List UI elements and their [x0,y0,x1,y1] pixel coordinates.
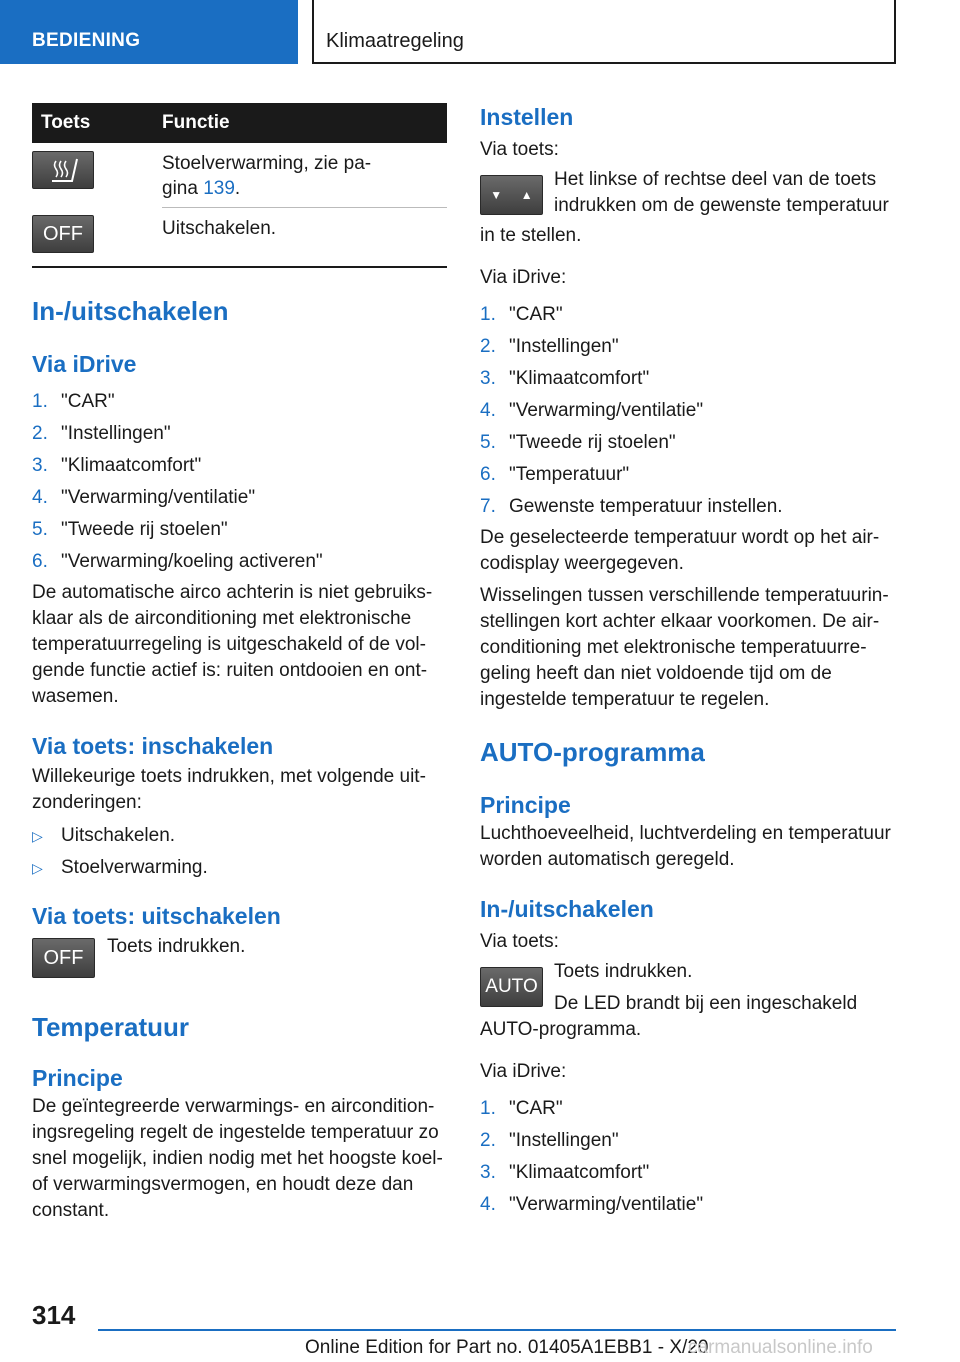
list-item: 1. "CAR" [480,1098,563,1119]
list-item: 1. "CAR" [32,391,115,412]
temperature-rocker-icon [480,175,543,215]
paragraph: Wisselingen tussen verschillende temperatuurin- stellingen kort achter elkaar voorkomen. De air- conditioning met elektronische temperatuurre- geling heeft dan niet voldoende tijd om de ingestelde temperatuur te regelen. [480,585,889,710]
subsection-heading: In-/uitschakelen [480,896,654,922]
section-heading: AUTO-programma [480,737,705,767]
section-tab [0,0,298,64]
table-header-functie: Functie [162,103,447,143]
table-cell-text: Uitschakelen. [162,207,447,267]
list-item: 2. "Instellingen" [480,336,619,357]
list-item: 5. "Tweede rij stoelen" [32,519,228,540]
paragraph: Luchthoeveelheid, luchtverdeling en temperatuur worden automatisch geregeld. [480,823,891,870]
off-button-icon: OFF [32,215,94,253]
table-row [32,207,447,267]
chapter-title: Klimaatregeling [326,30,464,52]
paragraph: Willekeurige toets indrukken, met volgende uit- zonderingen: [32,766,426,813]
subsection-heading: Via toets: uitschakelen [32,903,281,929]
paragraph: De geïntegreerde verwarmings- en aircondition- ingsregeling regelt de ingestelde temperatuur zo snel mogelijk, indien nodig met het hoogste koel- of verwarmingsvermogen, en houdt deze dan constant. [32,1096,443,1221]
paragraph: De automatische airco achterin is niet gebruiks- klaar als de airconditioning met elektronische temperatuurregeling is uitgeschakeld of de vol- gende functie actief is: ruiten ontdooien en ont- wasemen. [32,582,433,707]
list-item: 4. "Verwarming/ventilatie" [480,400,704,421]
arrow-up-icon: ▲ [520,188,533,202]
page-link[interactable]: 139 [203,178,235,199]
off-button-icon: OFF [32,938,95,978]
section-title: BEDIENING [32,30,141,51]
list-item: 4. "Verwarming/ventilatie" [32,487,256,508]
list-item: 2. "Instellingen" [480,1130,619,1151]
idrive-steps [480,1093,896,1221]
subsection-heading: Principe [480,792,571,818]
idrive-steps [32,386,447,578]
subsection-heading: Via iDrive [32,351,137,377]
function-table [32,103,447,268]
list-item: 2. "Instellingen" [32,423,171,444]
list-item: 4. "Verwarming/ventilatie" [480,1194,704,1215]
chapter-tab [312,0,896,64]
subsection-heading: Via toets: inschakelen [32,733,274,759]
list-item: 6. "Verwarming/koeling activeren" [32,551,323,572]
watermark: carmanualsonline.info [688,1337,873,1358]
list-item: 7. Gewenste temperatuur instellen. [480,496,783,517]
list-item: ▷ Uitschakelen. [32,825,176,846]
right-column: Instellen Via toets: ▼ ▲ Het linkse of rechtse deel van de toets indrukken om de gewenste temperatuur in te stellen. Via iDrive: 1. "CAR" 2. "Instellingen" 3. "Klimaatcomfort" 4. "Verwarming/ventilatie" 5. "Tweede rij stoelen" 6. "Temperatuur" 7. Gewenste temperatuur instellen. De geselecteerde temperatuur wordt op het air- codisplay weergegeven. Wisselingen tussen verschillende temperatuurin- stellingen kort achter elkaar voorkomen. De air- conditioning met elektronische temperatuurre- geling heeft dan niet voldoende tijd om de ingestelde temperatuur te regelen. AUTO-programma Principe Luchthoeveelheid, luchtverdeling en temperatuur worden automatisch geregeld. In-/uitschakelen Via toets: AUTO Toets indrukken. De LED brandt bij een ingeschakeld AUTO-programma. Via iDrive: 1. "CAR" 2. "Instellingen" 3. "Klimaatcomfort" 4. "Verwarming/ventilatie" [480,103,896,1221]
table-header-toets: Toets [32,103,162,143]
paragraph: De geselecteerde temperatuur wordt op het air- codisplay weergegeven. [480,527,880,574]
list-item: 6. "Temperatuur" [480,464,630,485]
section-heading: Temperatuur [32,1012,189,1042]
subsection-heading: Instellen [480,104,574,130]
page-number: 314 [32,1300,76,1330]
auto-button-icon: AUTO [480,967,543,1007]
section-heading: In-/uitschakelen [32,296,229,326]
list-item: 3. "Klimaatcomfort" [480,368,650,389]
subsection-heading: Principe [32,1065,123,1091]
exceptions-list [32,820,447,884]
left-column: Toets Functie Stoelverwarming, zie pa- gina 139. OFF Uitschakelen. In-/uitschakelen Via iDrive 1. "CAR" 2. "Instellingen" 3. "Klimaatcomfort" 4. "Verwarming/ventilatie" 5. "Tweede rij stoelen" 6. "Verwarming/koeling activeren" De automatische airco achterin is niet gebruiks- klaar als de airconditioning met elektronische temperatuurregeling is uitgeschakeld of de vol- gende functie actief is: ruiten ontdooien en ont- wasemen. Via toets: inschakelen Willekeurige toets indrukken, met volgende uit- zonderingen: ▷ Uitschakelen. ▷ Stoelverwarming. Via toets: uitschakelen OFF Toets indrukken. Temperatuur Principe De geïntegreerde verwarmings- en aircondition- ingsregeling regelt de ingestelde temperatuur zo snel mogelijk, indien nodig met het hoogste koel- of verwarmingsvermogen, en houdt deze dan constant. [32,103,447,1224]
list-item: 1. "CAR" [480,304,563,325]
list-item: 5. "Tweede rij stoelen" [480,432,676,453]
list-item: 3. "Klimaatcomfort" [480,1162,650,1183]
idrive-steps [480,299,896,523]
arrow-down-icon: ▼ [490,188,503,202]
footer-divider [98,1329,896,1331]
table-row: Stoelverwarming, zie pa- gina 139. [32,143,447,207]
table-cell-text: Stoelverwarming, zie pa- [162,153,372,174]
list-item: ▷ Stoelverwarming. [32,857,208,878]
list-item: 3. "Klimaatcomfort" [32,455,202,476]
seat-heating-icon [32,151,94,189]
edition-text: Online Edition for Part no. 01405A1EBB1 - X/20 [305,1337,709,1358]
